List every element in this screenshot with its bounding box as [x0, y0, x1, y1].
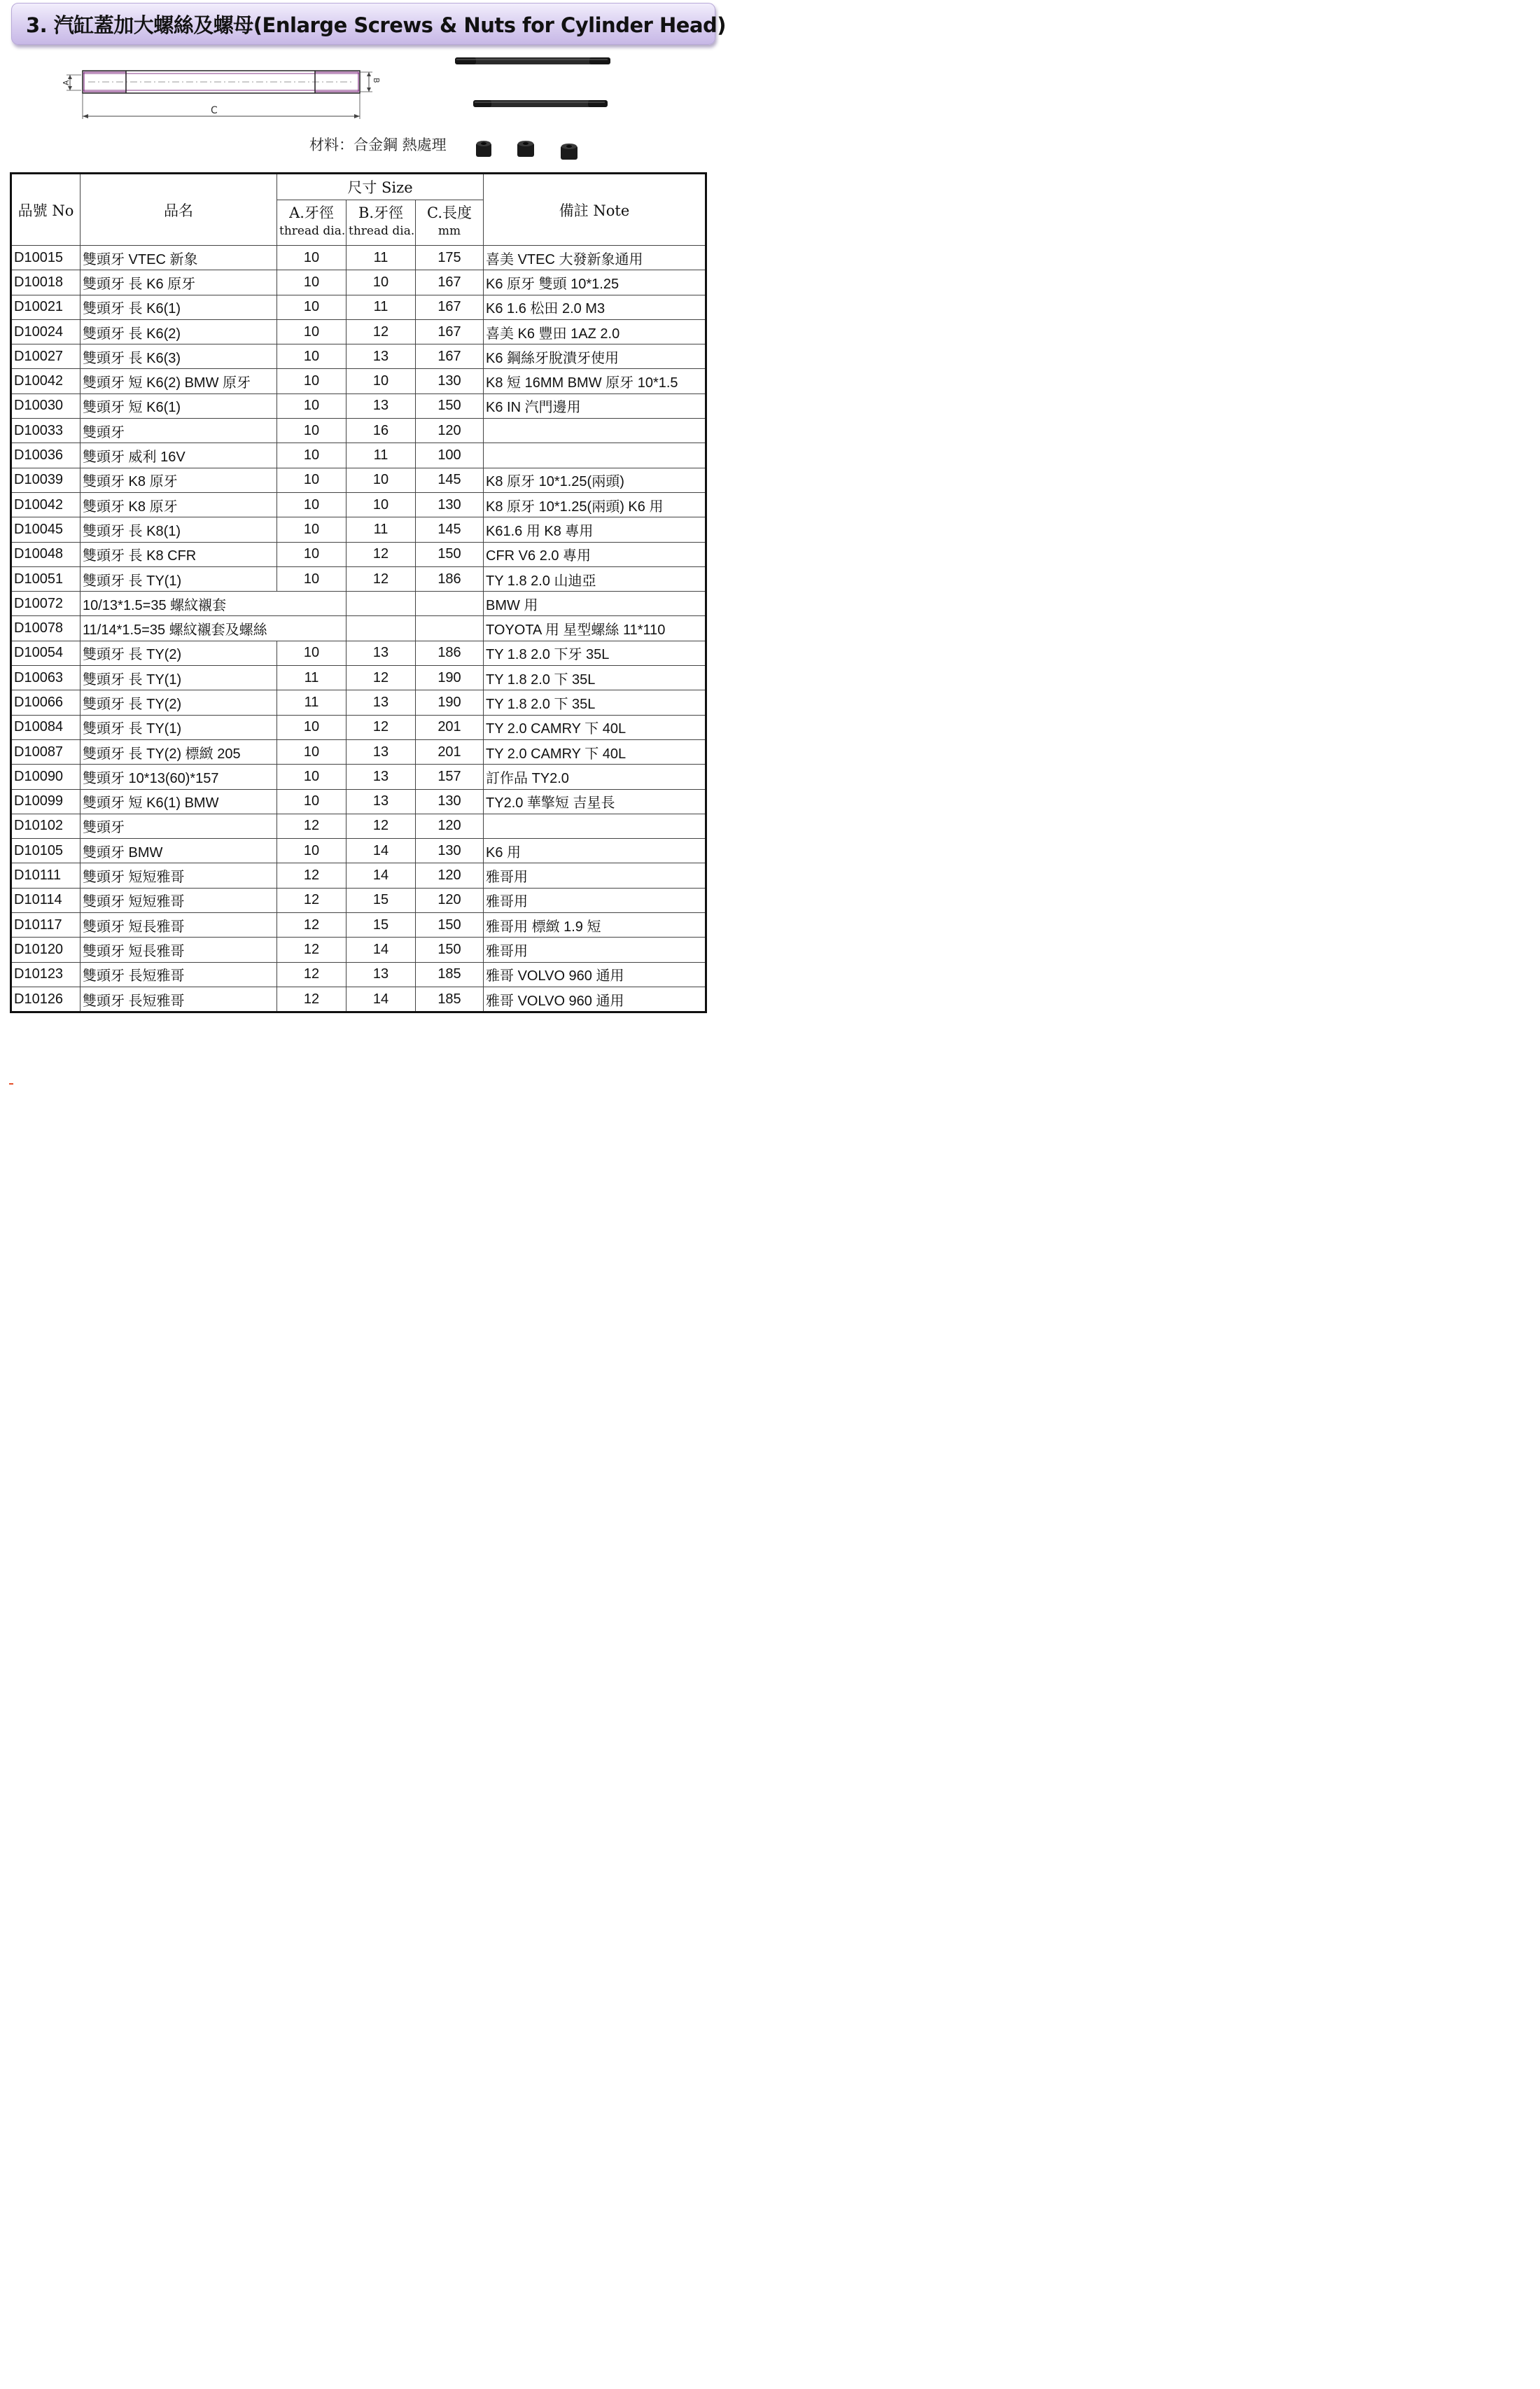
cell-length: 186: [416, 566, 484, 591]
cell-b-dia: 12: [346, 319, 416, 344]
header-c-sub: mm: [416, 224, 484, 246]
cell-b-dia: 14: [346, 987, 416, 1012]
cell-note: 雅哥用: [484, 938, 706, 962]
cell-a-dia: 12: [277, 962, 346, 987]
cell-name: 雙頭牙 長 TY(2) 標緻 205: [80, 739, 277, 764]
cell-name: 雙頭牙 長 TY(1): [80, 666, 277, 690]
cell-name: 雙頭牙 長 TY(1): [80, 715, 277, 739]
cell-part-no: D10021: [11, 295, 80, 319]
cell-note: TOYOTA 用 星型螺絲 11*110: [484, 616, 706, 641]
table-row: [11, 319, 706, 344]
cell-part-no: D10123: [11, 962, 80, 987]
cell-b-dia: 15: [346, 913, 416, 938]
cell-length: 130: [416, 492, 484, 517]
cell-part-no: D10099: [11, 789, 80, 814]
cell-note: TY2.0 華擎短 吉星長: [484, 789, 706, 814]
cell-b-dia: 12: [346, 666, 416, 690]
cell-note: TY 1.8 2.0 山迪亞: [484, 566, 706, 591]
cell-name: 雙頭牙 長 K6(3): [80, 344, 277, 369]
header-note: 備註 Note: [484, 174, 706, 246]
cell-b-dia: 14: [346, 863, 416, 888]
cell-note: K6 鋼絲牙脫潰牙使用: [484, 344, 706, 369]
cell-length: 190: [416, 690, 484, 715]
cell-part-no: D10111: [11, 863, 80, 888]
cell-length: 130: [416, 369, 484, 393]
cell-a-dia: 10: [277, 468, 346, 492]
cell-b-dia: 10: [346, 492, 416, 517]
cell-name: 11/14*1.5=35 螺紋襯套及螺絲: [80, 616, 346, 641]
cell-a-dia: 11: [277, 666, 346, 690]
cell-b-dia: 11: [346, 443, 416, 468]
table-row: [11, 715, 706, 739]
cell-length: 186: [416, 641, 484, 665]
cell-a-dia: 11: [277, 690, 346, 715]
cell-b-dia: 10: [346, 468, 416, 492]
cell-a-dia: 10: [277, 739, 346, 764]
table-row: [11, 566, 706, 591]
table-row: [11, 814, 706, 838]
cell-part-no: D10054: [11, 641, 80, 665]
cell-b-dia: 13: [346, 739, 416, 764]
cell-name: 雙頭牙 K8 原牙: [80, 468, 277, 492]
cell-part-no: D10027: [11, 344, 80, 369]
header-a-sub: thread dia.: [277, 224, 346, 246]
cell-part-no: D10063: [11, 666, 80, 690]
cell-b-dia: 11: [346, 517, 416, 542]
cell-note: 訂作品 TY2.0: [484, 765, 706, 789]
cell-name: 雙頭牙 短短雅哥: [80, 863, 277, 888]
cell-note: TY 1.8 2.0 下 35L: [484, 690, 706, 715]
cell-length: 190: [416, 666, 484, 690]
table-row: [11, 393, 706, 418]
cell-note: TY 1.8 2.0 下 35L: [484, 666, 706, 690]
cell-note: [484, 419, 706, 443]
spec-table-body: [11, 246, 706, 1012]
cell-length: 167: [416, 319, 484, 344]
cell-b-dia: 11: [346, 246, 416, 270]
cell-b-dia: 13: [346, 765, 416, 789]
table-row: [11, 913, 706, 938]
table-row: [11, 962, 706, 987]
cell-length: 150: [416, 542, 484, 566]
cell-note: K6 原牙 雙頭 10*1.25: [484, 270, 706, 295]
cell-part-no: D10090: [11, 765, 80, 789]
nut-image: [475, 139, 493, 158]
cell-name: 雙頭牙 長 TY(1): [80, 566, 277, 591]
cell-part-no: D10018: [11, 270, 80, 295]
table-row: [11, 295, 706, 319]
cell-note: K8 原牙 10*1.25(兩頭): [484, 468, 706, 492]
stud-bolt-image: [472, 95, 609, 112]
cell-a-dia: 10: [277, 641, 346, 665]
cell-length: 150: [416, 393, 484, 418]
cell-b-dia: 11: [346, 295, 416, 319]
cell-b-dia: 13: [346, 641, 416, 665]
cell-part-no: D10045: [11, 517, 80, 542]
cell-b-dia: 10: [346, 270, 416, 295]
cell-name: 雙頭牙: [80, 419, 277, 443]
cell-part-no: D10036: [11, 443, 80, 468]
cell-length: 167: [416, 270, 484, 295]
cell-length: [416, 616, 484, 641]
cell-length: 120: [416, 888, 484, 912]
cell-b-dia: 15: [346, 888, 416, 912]
cell-note: TY 2.0 CAMRY 下 40L: [484, 739, 706, 764]
cell-a-dia: 10: [277, 393, 346, 418]
cell-b-dia: 13: [346, 344, 416, 369]
cell-part-no: D10042: [11, 492, 80, 517]
cell-a-dia: 10: [277, 319, 346, 344]
cell-name: 雙頭牙 長 K8(1): [80, 517, 277, 542]
cell-name: 雙頭牙 長 K8 CFR: [80, 542, 277, 566]
cell-note: TY 1.8 2.0 下牙 35L: [484, 641, 706, 665]
cell-a-dia: 10: [277, 765, 346, 789]
cell-name: 雙頭牙 長 K6 原牙: [80, 270, 277, 295]
cell-length: 100: [416, 443, 484, 468]
cell-note: 雅哥用: [484, 863, 706, 888]
cell-part-no: D10078: [11, 616, 80, 641]
cell-b-dia: 13: [346, 962, 416, 987]
cell-name: 雙頭牙 短 K6(1) BMW: [80, 789, 277, 814]
cell-part-no: D10087: [11, 739, 80, 764]
cell-a-dia: 12: [277, 938, 346, 962]
cell-length: 150: [416, 938, 484, 962]
cell-name: 雙頭牙 VTEC 新象: [80, 246, 277, 270]
cell-b-dia: 12: [346, 715, 416, 739]
cell-part-no: D10042: [11, 369, 80, 393]
cell-note: K6 1.6 松田 2.0 M3: [484, 295, 706, 319]
table-row: [11, 344, 706, 369]
cell-a-dia: 12: [277, 987, 346, 1012]
cell-part-no: D10030: [11, 393, 80, 418]
cell-a-dia: 10: [277, 566, 346, 591]
cell-part-no: D10105: [11, 839, 80, 863]
cell-name: 雙頭牙 短 K6(2) BMW 原牙: [80, 369, 277, 393]
cell-a-dia: 12: [277, 863, 346, 888]
cell-part-no: D10084: [11, 715, 80, 739]
cell-name: 10/13*1.5=35 螺紋襯套: [80, 592, 346, 616]
header-no: 品號 No: [11, 174, 80, 246]
bolt-dimension-diagram: [60, 64, 389, 122]
material-note: 材料：合金鋼 熱處理: [309, 137, 447, 153]
cell-note: K61.6 用 K8 專用: [484, 517, 706, 542]
table-row: [11, 888, 706, 912]
cell-name: 雙頭牙 長短雅哥: [80, 962, 277, 987]
cell-note: K8 原牙 10*1.25(兩頭) K6 用: [484, 492, 706, 517]
table-row: [11, 542, 706, 566]
cell-name: 雙頭牙 短 K6(1): [80, 393, 277, 418]
cell-length: 120: [416, 863, 484, 888]
cell-length: 185: [416, 987, 484, 1012]
cell-note: 雅哥 VOLVO 960 通用: [484, 987, 706, 1012]
cell-a-dia: 12: [277, 814, 346, 838]
cell-length: 150: [416, 913, 484, 938]
cell-part-no: D10039: [11, 468, 80, 492]
cell-a-dia: 10: [277, 295, 346, 319]
cell-name: 雙頭牙 長短雅哥: [80, 987, 277, 1012]
cell-note: CFR V6 2.0 專用: [484, 542, 706, 566]
label-b: B: [372, 78, 381, 83]
cell-b-dia: [346, 616, 416, 641]
cell-length: 175: [416, 246, 484, 270]
cell-part-no: D10114: [11, 888, 80, 912]
cell-part-no: D10126: [11, 987, 80, 1012]
cell-note: [484, 443, 706, 468]
label-a: A: [62, 80, 71, 85]
section-header: [11, 3, 727, 45]
cell-name: 雙頭牙 BMW: [80, 839, 277, 863]
nut-image: [516, 139, 536, 158]
cell-note: [484, 814, 706, 838]
cell-length: 167: [416, 295, 484, 319]
cell-part-no: D10048: [11, 542, 80, 566]
cell-b-dia: 12: [346, 814, 416, 838]
cell-a-dia: 10: [277, 270, 346, 295]
header-a: A.牙徑: [277, 200, 346, 225]
cell-name: 雙頭牙 10*13(60)*157: [80, 765, 277, 789]
cell-b-dia: 13: [346, 789, 416, 814]
section-title: 3. 汽缸蓋加大螺絲及螺母(Enlarge Screws & Nuts for Cylinder Head): [26, 13, 727, 37]
table-row: [11, 789, 706, 814]
header-c: C.長度: [416, 200, 484, 225]
cell-part-no: D10024: [11, 319, 80, 344]
cell-a-dia: 10: [277, 419, 346, 443]
cell-name: 雙頭牙 長 K6(1): [80, 295, 277, 319]
cell-b-dia: 13: [346, 690, 416, 715]
nut-image: [559, 141, 579, 161]
table-row: [11, 443, 706, 468]
cell-length: 145: [416, 468, 484, 492]
cell-part-no: D10015: [11, 246, 80, 270]
spec-table: [10, 172, 707, 1013]
table-row: [11, 246, 706, 270]
table-row: [11, 938, 706, 962]
cell-name: 雙頭牙 威利 16V: [80, 443, 277, 468]
cell-length: 130: [416, 789, 484, 814]
table-row: [11, 270, 706, 295]
cell-a-dia: 10: [277, 443, 346, 468]
table-row: [11, 419, 706, 443]
cell-note: 雅哥 VOLVO 960 通用: [484, 962, 706, 987]
cell-b-dia: 14: [346, 839, 416, 863]
table-row: [11, 592, 706, 616]
cell-note: 雅哥用: [484, 888, 706, 912]
table-row: [11, 492, 706, 517]
cell-part-no: D10117: [11, 913, 80, 938]
table-row: [11, 690, 706, 715]
cell-a-dia: 12: [277, 888, 346, 912]
cell-length: 185: [416, 962, 484, 987]
cell-name: 雙頭牙 短長雅哥: [80, 938, 277, 962]
cell-part-no: D10120: [11, 938, 80, 962]
header-name: 品名: [80, 174, 277, 246]
cell-length: 120: [416, 814, 484, 838]
cell-a-dia: 12: [277, 913, 346, 938]
cell-note: K8 短 16MM BMW 原牙 10*1.5: [484, 369, 706, 393]
cell-part-no: D10033: [11, 419, 80, 443]
cell-part-no: D10066: [11, 690, 80, 715]
cell-name: 雙頭牙 K8 原牙: [80, 492, 277, 517]
cell-length: 201: [416, 739, 484, 764]
cell-name: 雙頭牙 短長雅哥: [80, 913, 277, 938]
cell-note: 雅哥用 標緻 1.9 短: [484, 913, 706, 938]
cell-a-dia: 10: [277, 715, 346, 739]
table-row: [11, 666, 706, 690]
cell-name: 雙頭牙 長 TY(2): [80, 690, 277, 715]
cell-a-dia: 10: [277, 344, 346, 369]
cell-b-dia: 12: [346, 542, 416, 566]
table-row: [11, 839, 706, 863]
cell-a-dia: 10: [277, 839, 346, 863]
table-row: [11, 739, 706, 764]
table-row: [11, 641, 706, 665]
header-b: B.牙徑: [346, 200, 416, 225]
cell-note: 喜美 K6 豐田 1AZ 2.0: [484, 319, 706, 344]
cell-name: 雙頭牙 長 TY(2): [80, 641, 277, 665]
cell-b-dia: 12: [346, 566, 416, 591]
table-row: [11, 468, 706, 492]
cell-b-dia: 10: [346, 369, 416, 393]
cell-b-dia: 16: [346, 419, 416, 443]
cell-a-dia: 10: [277, 369, 346, 393]
cell-length: 145: [416, 517, 484, 542]
cell-a-dia: 10: [277, 492, 346, 517]
cell-part-no: D10051: [11, 566, 80, 591]
cell-a-dia: 10: [277, 789, 346, 814]
header-size-group: 尺寸 Size: [277, 174, 484, 200]
cell-name: 雙頭牙 長 K6(2): [80, 319, 277, 344]
stud-bolt-image: [454, 52, 613, 70]
cell-note: TY 2.0 CAMRY 下 40L: [484, 715, 706, 739]
label-c: C: [211, 105, 218, 116]
cell-a-dia: 10: [277, 517, 346, 542]
cell-note: BMW 用: [484, 592, 706, 616]
cell-part-no: D10072: [11, 592, 80, 616]
cell-length: 120: [416, 419, 484, 443]
cell-note: K6 IN 汽門邊用: [484, 393, 706, 418]
table-row: [11, 863, 706, 888]
table-row: [11, 369, 706, 393]
cell-b-dia: [346, 592, 416, 616]
cell-a-dia: 10: [277, 542, 346, 566]
cell-length: 157: [416, 765, 484, 789]
cell-name: 雙頭牙: [80, 814, 277, 838]
cell-length: 167: [416, 344, 484, 369]
cell-length: 201: [416, 715, 484, 739]
table-row: [11, 616, 706, 641]
cell-a-dia: 10: [277, 246, 346, 270]
cell-name: 雙頭牙 短短雅哥: [80, 888, 277, 912]
cell-b-dia: 14: [346, 938, 416, 962]
cell-note: K6 用: [484, 839, 706, 863]
cell-note: 喜美 VTEC 大發新象通用: [484, 246, 706, 270]
cell-length: 130: [416, 839, 484, 863]
page-mark: [9, 1083, 13, 1085]
table-row: [11, 987, 706, 1012]
cell-b-dia: 13: [346, 393, 416, 418]
table-row: [11, 765, 706, 789]
cell-length: [416, 592, 484, 616]
header-b-sub: thread dia.: [346, 224, 416, 246]
table-row: [11, 517, 706, 542]
cell-part-no: D10102: [11, 814, 80, 838]
